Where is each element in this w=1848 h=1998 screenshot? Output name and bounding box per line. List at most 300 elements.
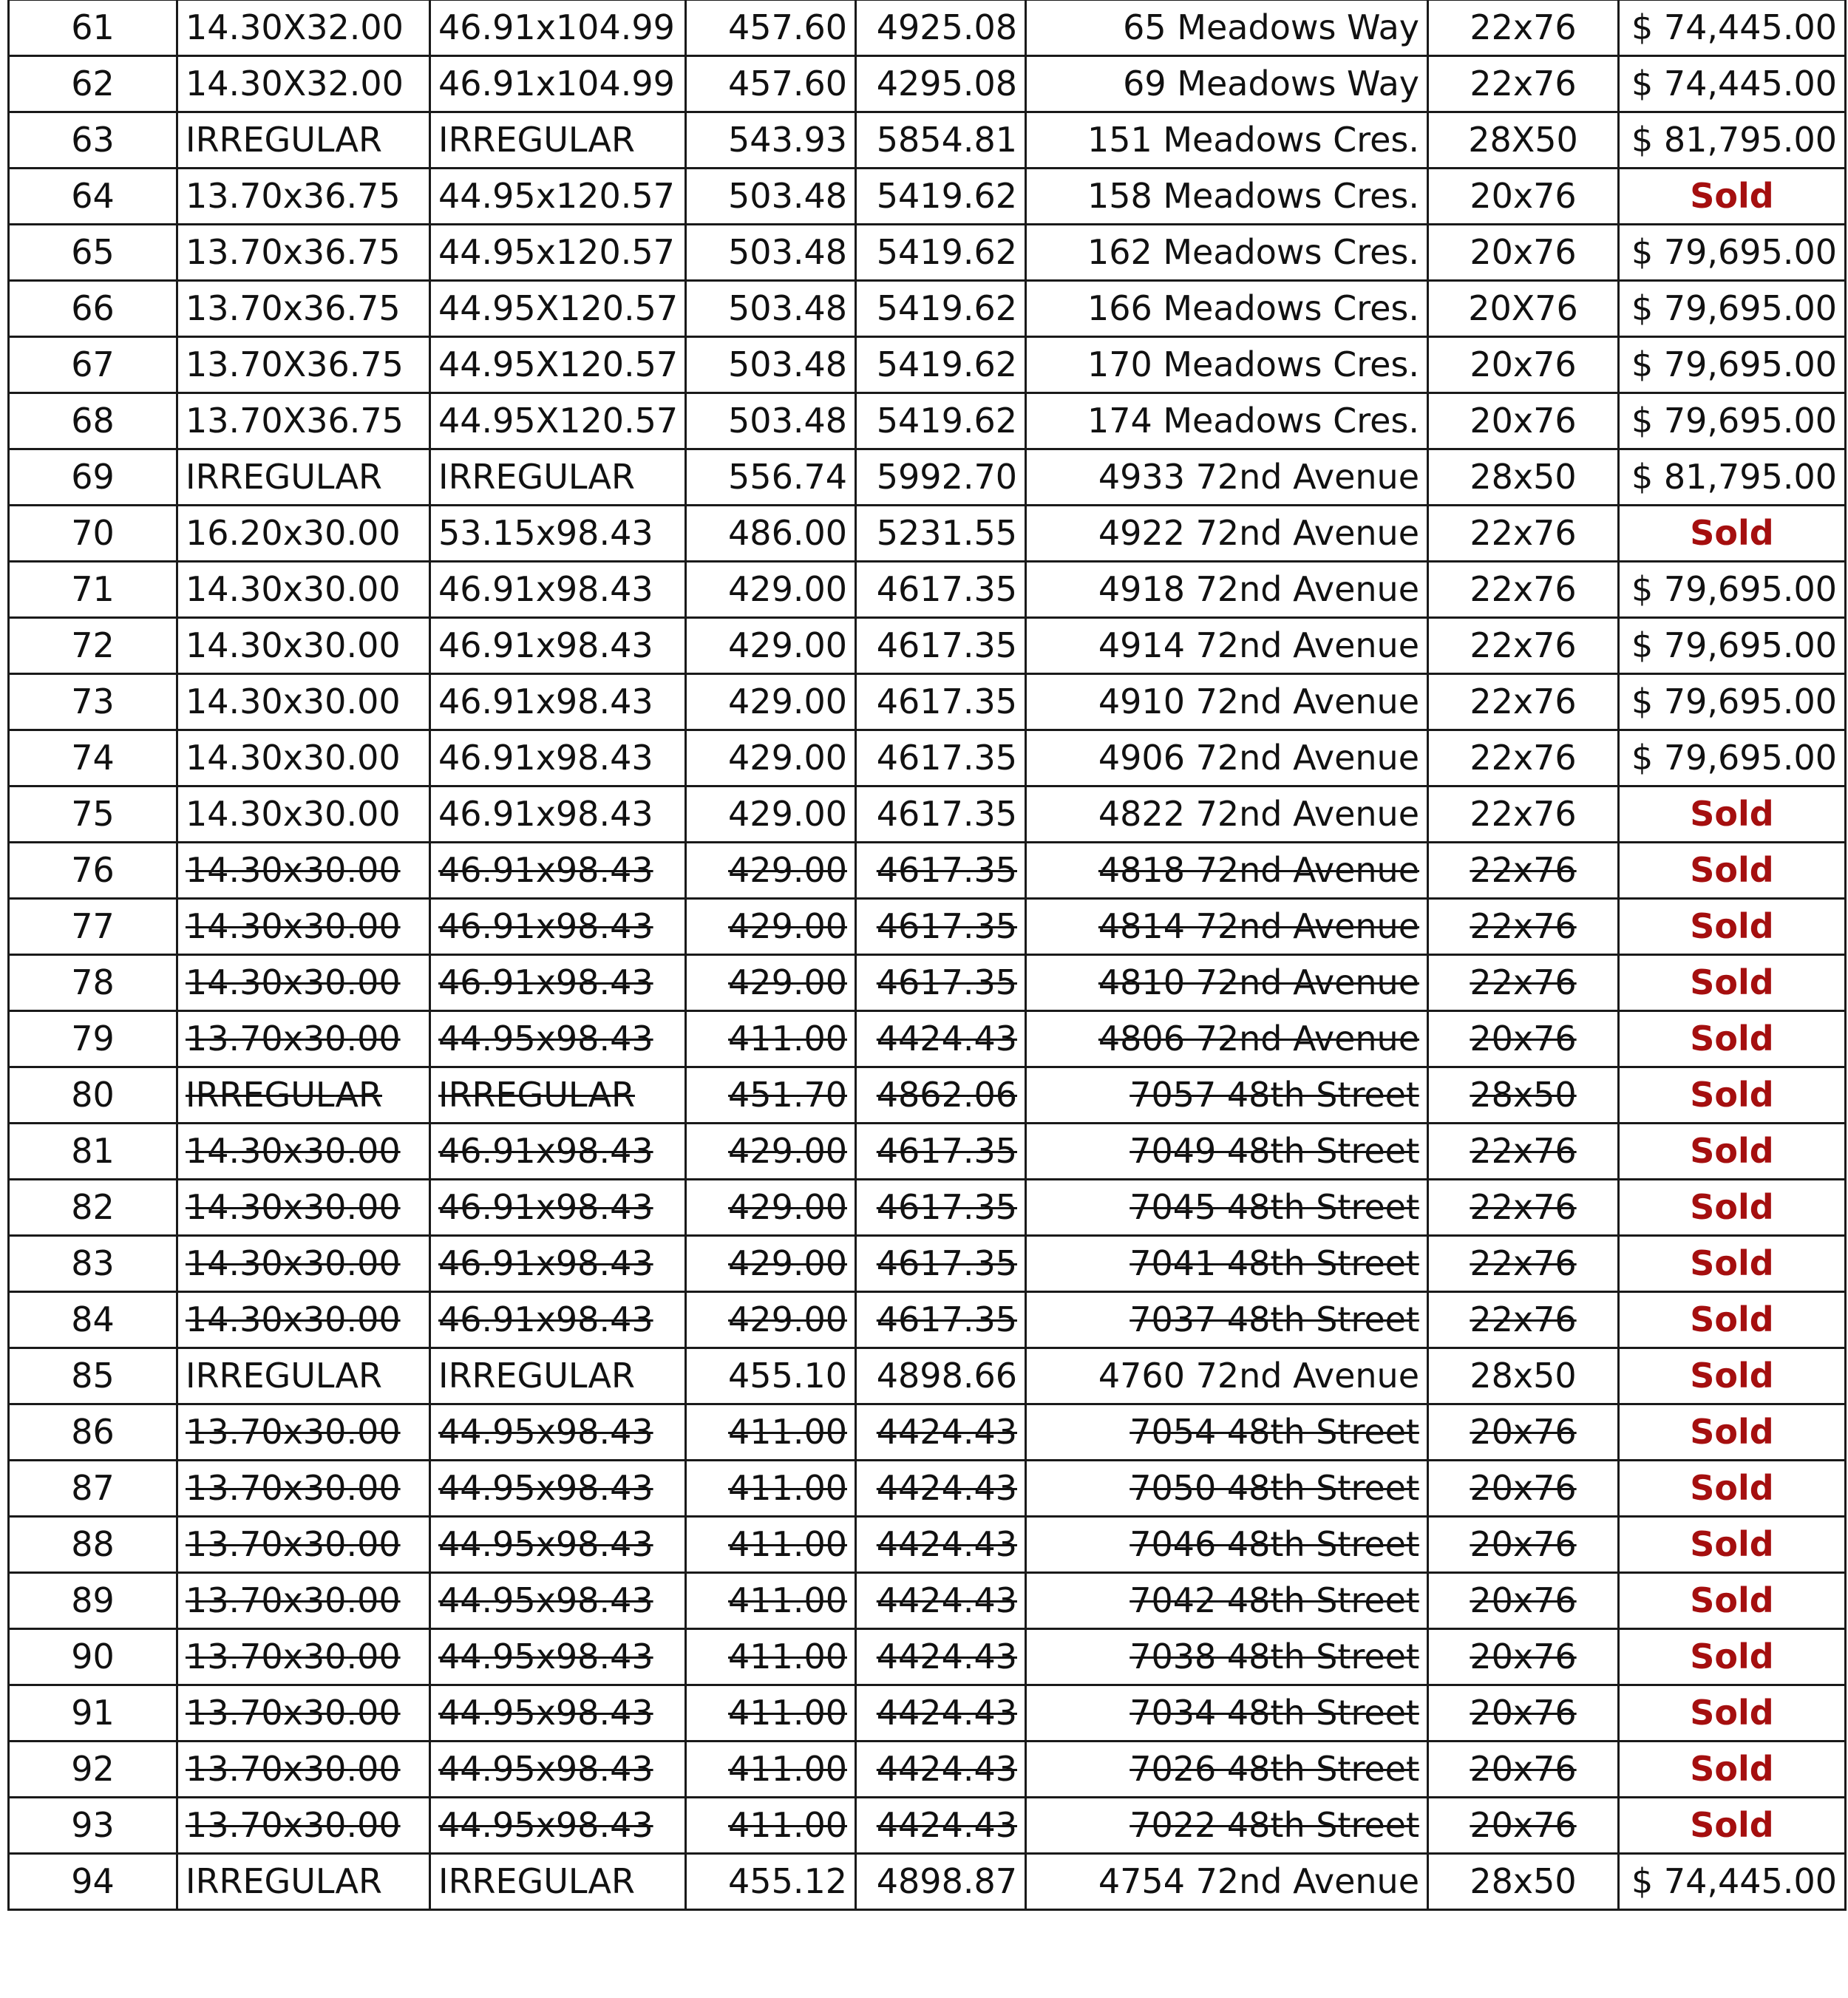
address-cell[interactable]: 174 Meadows Cres. (1026, 393, 1428, 449)
address-cell[interactable]: 166 Meadows Cres. (1026, 281, 1428, 337)
house-size-cell[interactable]: 20x76 (1428, 337, 1619, 393)
house-size-cell[interactable]: 22x76 (1428, 899, 1619, 955)
lot-dimensions-feet-cell[interactable]: IRREGULAR (430, 112, 686, 169)
lot-dimensions-metric-cell[interactable]: IRREGULAR (177, 1348, 430, 1404)
area-square-feet-cell[interactable]: 5992.70 (856, 449, 1026, 506)
lot-dimensions-feet-cell[interactable]: 44.95x98.43 (430, 1798, 686, 1854)
area-square-metres-cell[interactable]: 411.00 (686, 1742, 856, 1798)
address-cell[interactable]: 7034 48th Street (1026, 1685, 1428, 1742)
house-size-cell[interactable]: 20x76 (1428, 169, 1619, 225)
house-size-cell[interactable]: 20x76 (1428, 1517, 1619, 1573)
area-square-metres-cell[interactable]: 411.00 (686, 1798, 856, 1854)
house-size-cell[interactable]: 20X76 (1428, 281, 1619, 337)
area-square-feet-cell[interactable]: 5419.62 (856, 337, 1026, 393)
price-cell[interactable]: $ 79,695.00 (1619, 225, 1846, 281)
area-square-feet-cell[interactable]: 5419.62 (856, 393, 1026, 449)
lot-number-cell[interactable]: 91 (9, 1685, 177, 1742)
table-body (9, 0, 1846, 1910)
sold-status-cell[interactable]: Sold (1619, 1180, 1846, 1236)
lot-dimensions-metric-cell[interactable]: 13.70x36.75 (177, 225, 430, 281)
lot-dimensions-feet-cell[interactable]: 46.91x98.43 (430, 1180, 686, 1236)
area-square-metres-cell[interactable]: 429.00 (686, 1236, 856, 1292)
lot-dimensions-metric-cell[interactable]: IRREGULAR (177, 1067, 430, 1124)
price-cell[interactable]: $ 81,795.00 (1619, 449, 1846, 506)
house-size-cell[interactable]: 22x76 (1428, 506, 1619, 562)
house-size-cell[interactable]: 22x76 (1428, 730, 1619, 786)
lot-number-cell[interactable]: 63 (9, 112, 177, 169)
lot-number-cell[interactable]: 83 (9, 1236, 177, 1292)
house-size-cell[interactable]: 20x76 (1428, 1011, 1619, 1067)
table-row (9, 1629, 1846, 1685)
lot-dimensions-feet-cell[interactable]: 46.91x98.43 (430, 899, 686, 955)
address-cell[interactable]: 7050 48th Street (1026, 1461, 1428, 1517)
lot-dimensions-metric-cell[interactable]: 14.30x30.00 (177, 1236, 430, 1292)
lot-number-cell[interactable]: 61 (9, 0, 177, 56)
lot-dimensions-metric-cell[interactable]: 13.70x30.00 (177, 1629, 430, 1685)
sold-status-cell[interactable]: Sold (1619, 1742, 1846, 1798)
area-square-metres-cell[interactable]: 429.00 (686, 674, 856, 730)
address-cell[interactable]: 7054 48th Street (1026, 1404, 1428, 1461)
lot-number-cell[interactable]: 72 (9, 618, 177, 674)
table-row (9, 1067, 1846, 1124)
area-square-feet-cell[interactable]: 5419.62 (856, 169, 1026, 225)
lot-dimensions-metric-cell[interactable]: 13.70x30.00 (177, 1798, 430, 1854)
price-cell[interactable]: $ 79,695.00 (1619, 337, 1846, 393)
lot-dimensions-feet-cell[interactable]: 46.91x104.99 (430, 0, 686, 56)
table-row (9, 1685, 1846, 1742)
house-size-cell[interactable]: 22x76 (1428, 562, 1619, 618)
area-square-metres-cell[interactable]: 457.60 (686, 56, 856, 112)
lot-dimensions-metric-cell[interactable]: 14.30x30.00 (177, 730, 430, 786)
lot-dimensions-metric-cell[interactable]: 13.70X36.75 (177, 337, 430, 393)
address-cell[interactable]: 4914 72nd Avenue (1026, 618, 1428, 674)
area-square-metres-cell[interactable]: 411.00 (686, 1573, 856, 1629)
area-square-metres-cell[interactable]: 429.00 (686, 843, 856, 899)
house-size-cell[interactable]: 22x76 (1428, 843, 1619, 899)
table-row (9, 1404, 1846, 1461)
lot-dimensions-feet-cell[interactable]: 46.91x98.43 (430, 562, 686, 618)
address-cell[interactable]: 7046 48th Street (1026, 1517, 1428, 1573)
sold-status-cell[interactable]: Sold (1619, 843, 1846, 899)
area-square-feet-cell[interactable]: 4617.35 (856, 1180, 1026, 1236)
area-square-metres-cell[interactable]: 411.00 (686, 1629, 856, 1685)
lot-dimensions-feet-cell[interactable]: 44.95x98.43 (430, 1461, 686, 1517)
address-cell[interactable]: 4806 72nd Avenue (1026, 1011, 1428, 1067)
lot-number-cell[interactable]: 68 (9, 393, 177, 449)
area-square-feet-cell[interactable]: 5231.55 (856, 506, 1026, 562)
house-size-cell[interactable]: 20x76 (1428, 1742, 1619, 1798)
table-row (9, 1517, 1846, 1573)
lot-dimensions-metric-cell[interactable]: 14.30x30.00 (177, 1292, 430, 1348)
lot-number-cell[interactable]: 62 (9, 56, 177, 112)
lot-number-cell[interactable]: 93 (9, 1798, 177, 1854)
lot-number-cell[interactable]: 92 (9, 1742, 177, 1798)
address-cell[interactable]: 4810 72nd Avenue (1026, 955, 1428, 1011)
area-square-metres-cell[interactable]: 411.00 (686, 1685, 856, 1742)
sold-status-cell[interactable]: Sold (1619, 506, 1846, 562)
table-row (9, 393, 1846, 449)
sold-status-cell[interactable]: Sold (1619, 1573, 1846, 1629)
lot-number-cell[interactable]: 82 (9, 1180, 177, 1236)
house-size-cell[interactable]: 20x76 (1428, 1573, 1619, 1629)
area-square-metres-cell[interactable]: 411.00 (686, 1011, 856, 1067)
lot-dimensions-feet-cell[interactable]: IRREGULAR (430, 1854, 686, 1910)
lot-dimensions-metric-cell[interactable]: 13.70x30.00 (177, 1461, 430, 1517)
table-row (9, 1124, 1846, 1180)
table-row (9, 169, 1846, 225)
house-size-cell[interactable]: 22x76 (1428, 786, 1619, 843)
table-row (9, 225, 1846, 281)
area-square-feet-cell[interactable]: 5419.62 (856, 281, 1026, 337)
table-row (9, 1573, 1846, 1629)
area-square-metres-cell[interactable]: 457.60 (686, 0, 856, 56)
address-cell[interactable]: 7022 48th Street (1026, 1798, 1428, 1854)
area-square-feet-cell[interactable]: 4617.35 (856, 899, 1026, 955)
table-row (9, 1348, 1846, 1404)
house-size-cell[interactable]: 22x76 (1428, 0, 1619, 56)
price-cell[interactable]: $ 74,445.00 (1619, 0, 1846, 56)
table-row (9, 506, 1846, 562)
lot-dimensions-feet-cell[interactable]: 46.91x98.43 (430, 730, 686, 786)
house-size-cell[interactable]: 28x50 (1428, 1067, 1619, 1124)
area-square-metres-cell[interactable]: 411.00 (686, 1461, 856, 1517)
price-cell[interactable]: $ 79,695.00 (1619, 674, 1846, 730)
lot-dimensions-feet-cell[interactable]: 44.95x120.57 (430, 225, 686, 281)
address-cell[interactable]: 7026 48th Street (1026, 1742, 1428, 1798)
lot-dimensions-metric-cell[interactable]: 13.70x30.00 (177, 1011, 430, 1067)
lot-number-cell[interactable]: 90 (9, 1629, 177, 1685)
address-cell[interactable]: 4818 72nd Avenue (1026, 843, 1428, 899)
area-square-feet-cell[interactable]: 4617.35 (856, 730, 1026, 786)
lot-dimensions-metric-cell[interactable]: 13.70x30.00 (177, 1742, 430, 1798)
house-size-cell[interactable]: 28x50 (1428, 1348, 1619, 1404)
lot-dimensions-feet-cell[interactable]: 44.95x98.43 (430, 1629, 686, 1685)
sold-status-cell[interactable]: Sold (1619, 1685, 1846, 1742)
table-row (9, 0, 1846, 56)
lot-dimensions-feet-cell[interactable]: 46.91x98.43 (430, 1236, 686, 1292)
price-cell[interactable]: $ 79,695.00 (1619, 281, 1846, 337)
address-cell[interactable]: 7045 48th Street (1026, 1180, 1428, 1236)
lot-dimensions-feet-cell[interactable]: 44.95X120.57 (430, 281, 686, 337)
sold-status-cell[interactable]: Sold (1619, 1348, 1846, 1404)
sold-status-cell[interactable]: Sold (1619, 899, 1846, 955)
sold-status-cell[interactable]: Sold (1619, 1461, 1846, 1517)
lot-number-cell[interactable]: 89 (9, 1573, 177, 1629)
lot-dimensions-metric-cell[interactable]: 13.70x36.75 (177, 169, 430, 225)
table-row (9, 1292, 1846, 1348)
area-square-feet-cell[interactable]: 4617.35 (856, 955, 1026, 1011)
area-square-feet-cell[interactable]: 4617.35 (856, 618, 1026, 674)
lot-dimensions-metric-cell[interactable]: 14.30x30.00 (177, 1124, 430, 1180)
sold-status-cell[interactable]: Sold (1619, 1124, 1846, 1180)
lot-number-cell[interactable]: 71 (9, 562, 177, 618)
address-cell[interactable]: 7038 48th Street (1026, 1629, 1428, 1685)
house-size-cell[interactable]: 20x76 (1428, 1685, 1619, 1742)
lot-dimensions-feet-cell[interactable]: 46.91x98.43 (430, 955, 686, 1011)
address-cell[interactable]: 69 Meadows Way (1026, 56, 1428, 112)
price-cell[interactable]: $ 79,695.00 (1619, 730, 1846, 786)
sold-status-cell[interactable]: Sold (1619, 1067, 1846, 1124)
lot-number-cell[interactable]: 84 (9, 1292, 177, 1348)
lot-number-cell[interactable]: 65 (9, 225, 177, 281)
lot-number-cell[interactable]: 79 (9, 1011, 177, 1067)
price-cell[interactable]: $ 74,445.00 (1619, 56, 1846, 112)
address-cell[interactable]: 4760 72nd Avenue (1026, 1348, 1428, 1404)
house-size-cell[interactable]: 20x76 (1428, 1798, 1619, 1854)
lot-dimensions-metric-cell[interactable]: 14.30X32.00 (177, 0, 430, 56)
area-square-metres-cell[interactable]: 411.00 (686, 1517, 856, 1573)
lot-dimensions-metric-cell[interactable]: 13.70x30.00 (177, 1517, 430, 1573)
area-square-feet-cell[interactable]: 5419.62 (856, 225, 1026, 281)
area-square-feet-cell[interactable]: 4424.43 (856, 1404, 1026, 1461)
lot-dimensions-feet-cell[interactable]: 53.15x98.43 (430, 506, 686, 562)
lot-dimensions-metric-cell[interactable]: 14.30x30.00 (177, 1180, 430, 1236)
address-cell[interactable]: 7041 48th Street (1026, 1236, 1428, 1292)
area-square-metres-cell[interactable]: 503.48 (686, 281, 856, 337)
area-square-metres-cell[interactable]: 455.10 (686, 1348, 856, 1404)
area-square-feet-cell[interactable]: 4617.35 (856, 1124, 1026, 1180)
lot-dimensions-feet-cell[interactable]: IRREGULAR (430, 449, 686, 506)
address-cell[interactable]: 7057 48th Street (1026, 1067, 1428, 1124)
lot-number-cell[interactable]: 78 (9, 955, 177, 1011)
area-square-metres-cell[interactable]: 503.48 (686, 225, 856, 281)
house-size-cell[interactable]: 22x76 (1428, 1236, 1619, 1292)
area-square-metres-cell[interactable]: 543.93 (686, 112, 856, 169)
table-row (9, 1742, 1846, 1798)
area-square-feet-cell[interactable]: 4424.43 (856, 1517, 1026, 1573)
price-cell[interactable]: $ 79,695.00 (1619, 618, 1846, 674)
lot-dimensions-metric-cell[interactable]: 14.30x30.00 (177, 618, 430, 674)
area-square-feet-cell[interactable]: 4617.35 (856, 843, 1026, 899)
table-row (9, 56, 1846, 112)
lot-dimensions-feet-cell[interactable]: 44.95X120.57 (430, 393, 686, 449)
lot-dimensions-feet-cell[interactable]: 44.95X120.57 (430, 337, 686, 393)
address-cell[interactable]: 4922 72nd Avenue (1026, 506, 1428, 562)
area-square-metres-cell[interactable]: 429.00 (686, 899, 856, 955)
table-row (9, 112, 1846, 169)
lot-number-cell[interactable]: 81 (9, 1124, 177, 1180)
area-square-feet-cell[interactable]: 4424.43 (856, 1629, 1026, 1685)
lot-dimensions-feet-cell[interactable]: 46.91x98.43 (430, 1292, 686, 1348)
table-row (9, 730, 1846, 786)
area-square-feet-cell[interactable]: 4424.43 (856, 1461, 1026, 1517)
table-row (9, 618, 1846, 674)
lot-dimensions-feet-cell[interactable]: 46.91x104.99 (430, 56, 686, 112)
area-square-metres-cell[interactable]: 429.00 (686, 730, 856, 786)
sold-status-cell[interactable]: Sold (1619, 1292, 1846, 1348)
sold-status-cell[interactable]: Sold (1619, 1629, 1846, 1685)
area-square-feet-cell[interactable]: 4617.35 (856, 1236, 1026, 1292)
address-cell[interactable]: 151 Meadows Cres. (1026, 112, 1428, 169)
lot-number-cell[interactable]: 87 (9, 1461, 177, 1517)
lot-number-cell[interactable]: 88 (9, 1517, 177, 1573)
lot-number-cell[interactable]: 85 (9, 1348, 177, 1404)
lot-dimensions-feet-cell[interactable]: IRREGULAR (430, 1067, 686, 1124)
lot-dimensions-feet-cell[interactable]: 44.95x120.57 (430, 169, 686, 225)
address-cell[interactable]: 65 Meadows Way (1026, 0, 1428, 56)
lot-dimensions-feet-cell[interactable]: 44.95x98.43 (430, 1685, 686, 1742)
lot-number-cell[interactable]: 86 (9, 1404, 177, 1461)
area-square-feet-cell[interactable]: 4424.43 (856, 1742, 1026, 1798)
area-square-feet-cell[interactable]: 4898.87 (856, 1854, 1026, 1910)
lot-number-cell[interactable]: 66 (9, 281, 177, 337)
lot-dimensions-feet-cell[interactable]: 44.95x98.43 (430, 1011, 686, 1067)
area-square-metres-cell[interactable]: 455.12 (686, 1854, 856, 1910)
area-square-feet-cell[interactable]: 4617.35 (856, 786, 1026, 843)
lot-number-cell[interactable]: 69 (9, 449, 177, 506)
area-square-metres-cell[interactable]: 503.48 (686, 393, 856, 449)
lot-dimensions-metric-cell[interactable]: IRREGULAR (177, 1854, 430, 1910)
lot-dimensions-feet-cell[interactable]: 44.95x98.43 (430, 1742, 686, 1798)
house-size-cell[interactable]: 22x76 (1428, 618, 1619, 674)
sold-status-cell[interactable]: Sold (1619, 1404, 1846, 1461)
address-cell[interactable]: 7049 48th Street (1026, 1124, 1428, 1180)
price-cell[interactable]: $ 74,445.00 (1619, 1854, 1846, 1910)
lot-dimensions-metric-cell[interactable]: IRREGULAR (177, 112, 430, 169)
address-cell[interactable]: 4918 72nd Avenue (1026, 562, 1428, 618)
sold-status-cell[interactable]: Sold (1619, 955, 1846, 1011)
area-square-feet-cell[interactable]: 4424.43 (856, 1011, 1026, 1067)
house-size-cell[interactable]: 28X50 (1428, 112, 1619, 169)
area-square-feet-cell[interactable]: 4424.43 (856, 1685, 1026, 1742)
sold-status-cell[interactable]: Sold (1619, 1517, 1846, 1573)
area-square-feet-cell[interactable]: 4617.35 (856, 1292, 1026, 1348)
lot-dimensions-metric-cell[interactable]: 14.30x30.00 (177, 674, 430, 730)
address-cell[interactable]: 4910 72nd Avenue (1026, 674, 1428, 730)
area-square-feet-cell[interactable]: 4424.43 (856, 1573, 1026, 1629)
lot-number-cell[interactable]: 67 (9, 337, 177, 393)
lot-number-cell[interactable]: 80 (9, 1067, 177, 1124)
house-size-cell[interactable]: 20x76 (1428, 225, 1619, 281)
address-cell[interactable]: 4754 72nd Avenue (1026, 1854, 1428, 1910)
lot-number-cell[interactable]: 94 (9, 1854, 177, 1910)
house-size-cell[interactable]: 22x76 (1428, 56, 1619, 112)
lot-dimensions-metric-cell[interactable]: 14.30x30.00 (177, 786, 430, 843)
house-size-cell[interactable]: 22x76 (1428, 1292, 1619, 1348)
lot-dimensions-feet-cell[interactable]: IRREGULAR (430, 1348, 686, 1404)
lot-dimensions-metric-cell[interactable]: IRREGULAR (177, 449, 430, 506)
house-size-cell[interactable]: 20x76 (1428, 393, 1619, 449)
house-size-cell[interactable]: 20x76 (1428, 1461, 1619, 1517)
table-row (9, 1180, 1846, 1236)
area-square-feet-cell[interactable]: 4617.35 (856, 674, 1026, 730)
address-cell[interactable]: 4822 72nd Avenue (1026, 786, 1428, 843)
lot-dimensions-feet-cell[interactable]: 46.91x98.43 (430, 786, 686, 843)
lot-dimensions-feet-cell[interactable]: 46.91x98.43 (430, 843, 686, 899)
lot-dimensions-metric-cell[interactable]: 14.30x30.00 (177, 899, 430, 955)
area-square-metres-cell[interactable]: 429.00 (686, 955, 856, 1011)
lot-price-table (7, 0, 1847, 1911)
area-square-feet-cell[interactable]: 4862.06 (856, 1067, 1026, 1124)
house-size-cell[interactable]: 20x76 (1428, 1629, 1619, 1685)
lot-number-cell[interactable]: 77 (9, 899, 177, 955)
price-cell[interactable]: $ 79,695.00 (1619, 562, 1846, 618)
lot-dimensions-metric-cell[interactable]: 13.70x30.00 (177, 1573, 430, 1629)
area-square-feet-cell[interactable]: 4617.35 (856, 562, 1026, 618)
address-cell[interactable]: 162 Meadows Cres. (1026, 225, 1428, 281)
lot-number-cell[interactable]: 73 (9, 674, 177, 730)
price-cell[interactable]: $ 81,795.00 (1619, 112, 1846, 169)
lot-dimensions-metric-cell[interactable]: 14.30x30.00 (177, 843, 430, 899)
sold-status-cell[interactable]: Sold (1619, 786, 1846, 843)
lot-dimensions-metric-cell[interactable]: 14.30x30.00 (177, 562, 430, 618)
house-size-cell[interactable]: 22x76 (1428, 1124, 1619, 1180)
house-size-cell[interactable]: 28x50 (1428, 1854, 1619, 1910)
area-square-metres-cell[interactable]: 503.48 (686, 169, 856, 225)
address-cell[interactable]: 7037 48th Street (1026, 1292, 1428, 1348)
address-cell[interactable]: 4814 72nd Avenue (1026, 899, 1428, 955)
address-cell[interactable]: 4906 72nd Avenue (1026, 730, 1428, 786)
lot-dimensions-metric-cell[interactable]: 14.30X32.00 (177, 56, 430, 112)
area-square-metres-cell[interactable]: 486.00 (686, 506, 856, 562)
area-square-metres-cell[interactable]: 556.74 (686, 449, 856, 506)
lot-number-cell[interactable]: 75 (9, 786, 177, 843)
lot-dimensions-feet-cell[interactable]: 46.91x98.43 (430, 618, 686, 674)
address-cell[interactable]: 158 Meadows Cres. (1026, 169, 1428, 225)
table-row (9, 843, 1846, 899)
lot-number-cell[interactable]: 76 (9, 843, 177, 899)
area-square-feet-cell[interactable]: 5854.81 (856, 112, 1026, 169)
house-size-cell[interactable]: 22x76 (1428, 1180, 1619, 1236)
area-square-metres-cell[interactable]: 429.00 (686, 562, 856, 618)
lot-dimensions-metric-cell[interactable]: 13.70x30.00 (177, 1404, 430, 1461)
area-square-metres-cell[interactable]: 429.00 (686, 1292, 856, 1348)
lot-dimensions-feet-cell[interactable]: 44.95x98.43 (430, 1517, 686, 1573)
area-square-metres-cell[interactable]: 429.00 (686, 1124, 856, 1180)
lot-dimensions-metric-cell[interactable]: 13.70x36.75 (177, 281, 430, 337)
sold-status-cell[interactable]: Sold (1619, 1798, 1846, 1854)
area-square-metres-cell[interactable]: 503.48 (686, 337, 856, 393)
area-square-feet-cell[interactable]: 4295.08 (856, 56, 1026, 112)
area-square-feet-cell[interactable]: 4424.43 (856, 1798, 1026, 1854)
house-size-cell[interactable]: 20x76 (1428, 1404, 1619, 1461)
lot-dimensions-feet-cell[interactable]: 44.95x98.43 (430, 1573, 686, 1629)
lot-dimensions-metric-cell[interactable]: 16.20x30.00 (177, 506, 430, 562)
price-cell[interactable]: $ 79,695.00 (1619, 393, 1846, 449)
area-square-metres-cell[interactable]: 429.00 (686, 786, 856, 843)
area-square-feet-cell[interactable]: 4898.66 (856, 1348, 1026, 1404)
address-cell[interactable]: 7042 48th Street (1026, 1573, 1428, 1629)
table-row (9, 1461, 1846, 1517)
lot-dimensions-feet-cell[interactable]: 46.91x98.43 (430, 674, 686, 730)
lot-dimensions-metric-cell[interactable]: 13.70X36.75 (177, 393, 430, 449)
lot-number-cell[interactable]: 70 (9, 506, 177, 562)
table-row (9, 281, 1846, 337)
sold-status-cell[interactable]: Sold (1619, 169, 1846, 225)
table-row (9, 899, 1846, 955)
sold-status-cell[interactable]: Sold (1619, 1011, 1846, 1067)
house-size-cell[interactable]: 22x76 (1428, 955, 1619, 1011)
area-square-feet-cell[interactable]: 4925.08 (856, 0, 1026, 56)
house-size-cell[interactable]: 22x76 (1428, 674, 1619, 730)
table-row (9, 337, 1846, 393)
sold-status-cell[interactable]: Sold (1619, 1236, 1846, 1292)
lot-dimensions-feet-cell[interactable]: 44.95x98.43 (430, 1404, 686, 1461)
area-square-metres-cell[interactable]: 429.00 (686, 618, 856, 674)
area-square-metres-cell[interactable]: 429.00 (686, 1180, 856, 1236)
area-square-metres-cell[interactable]: 451.70 (686, 1067, 856, 1124)
house-size-cell[interactable]: 28x50 (1428, 449, 1619, 506)
lot-dimensions-metric-cell[interactable]: 14.30x30.00 (177, 955, 430, 1011)
lot-dimensions-metric-cell[interactable]: 13.70x30.00 (177, 1685, 430, 1742)
lot-dimensions-feet-cell[interactable]: 46.91x98.43 (430, 1124, 686, 1180)
area-square-metres-cell[interactable]: 411.00 (686, 1404, 856, 1461)
address-cell[interactable]: 4933 72nd Avenue (1026, 449, 1428, 506)
address-cell[interactable]: 170 Meadows Cres. (1026, 337, 1428, 393)
lot-number-cell[interactable]: 64 (9, 169, 177, 225)
table-row (9, 955, 1846, 1011)
lot-number-cell[interactable]: 74 (9, 730, 177, 786)
